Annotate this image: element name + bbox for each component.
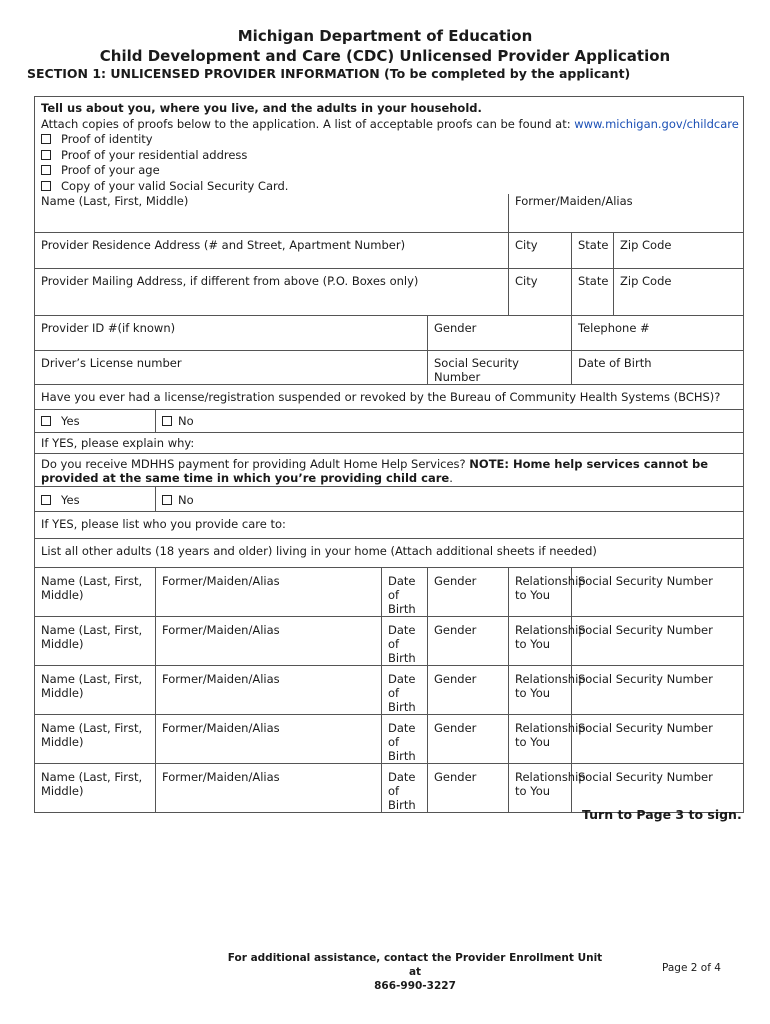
adult-5-relationship-label: Relationship to You [515,769,586,798]
adult-1-ssn-field[interactable] [572,567,744,616]
proof-address-item [41,148,737,164]
proof-age-item [41,163,737,179]
adults-heading-text: List all other adults (18 years and older) living in your home (Attach additional sheets if needed) [41,543,597,558]
adult-2-ssn-label: Social Security Number [578,622,713,637]
license-explain-label: If YES, please explain why: [41,435,195,450]
adult-1-dob-label: Date of Birth [388,573,416,616]
adult-3-relationship-field[interactable] [509,665,586,714]
assistance-phone: 866-990-3227 [374,980,456,992]
provider-gender-label: Gender [434,320,477,335]
adult-3-name-label: Name (Last, First, Middle) [41,671,143,700]
provider-former-name-label: Former/Maiden/Alias [515,194,633,208]
provider-id-field[interactable] [35,315,428,350]
adult-2-former-label: Former/Maiden/Alias [162,622,280,637]
adults-heading [35,538,744,567]
residence-state-field[interactable] [572,232,614,268]
adult-3-former-field[interactable] [156,665,382,714]
adult-3-name-field[interactable] [35,665,156,714]
adult-4-former-field[interactable] [156,714,382,763]
adult-2-gender-field[interactable] [428,616,509,665]
adult-1-gender-label: Gender [434,573,477,588]
adult-4-relationship-field[interactable] [509,714,586,763]
adult-5-ssn-field[interactable] [572,763,744,812]
checkbox-mdhhs-yes[interactable] [41,495,51,505]
mailing-city-field[interactable] [509,268,572,315]
adult-3-relationship-label: Relationship to You [515,671,586,700]
provider-id-label: Provider ID #(if known) [41,320,176,335]
adult-1-gender-field[interactable] [428,567,509,616]
mdhhs-no-option[interactable] [156,486,744,511]
adult-4-name-field[interactable] [35,714,156,763]
mailing-state-label: State [578,273,609,288]
adult-4-ssn-field[interactable] [572,714,744,763]
provider-telephone-field[interactable] [572,315,744,350]
adult-5-relationship-field[interactable] [509,763,586,812]
license-yes-option[interactable] [35,409,156,432]
proof-ssn-card-item [41,179,737,195]
residence-city-label: City [515,237,538,252]
adult-5-ssn-label: Social Security Number [578,769,713,784]
provider-dob-field[interactable] [572,350,744,384]
proof-age-label: Proof of your age [61,163,160,177]
adult-5-dob-label: Date of Birth [388,769,416,812]
residence-zip-field[interactable] [614,232,744,268]
adult-3-dob-field[interactable] [382,665,428,714]
checkbox-proof-ssn-card[interactable] [41,181,51,191]
adult-2-former-field[interactable] [156,616,382,665]
mailing-address-field[interactable] [35,268,509,315]
adult-3-ssn-field[interactable] [572,665,744,714]
section-heading: SECTION 1: UNLICENSED PROVIDER INFORMATION (To be completed by the applicant) [27,66,631,81]
license-no-option[interactable] [156,409,744,432]
adult-4-ssn-label: Social Security Number [578,720,713,735]
childcare-link[interactable]: www.michigan.gov/childcare [574,116,739,131]
adult-4-gender-field[interactable] [428,714,509,763]
adult-4-dob-field[interactable] [382,714,428,763]
adult-2-relationship-field[interactable] [509,616,586,665]
provider-gender-field[interactable] [428,315,572,350]
mdhhs-question-text: Do you receive MDHHS payment for providing Adult Home Help Services? [41,456,470,471]
proof-identity-label: Proof of identity [61,132,153,146]
provider-name-label: Name (Last, First, Middle) [41,194,189,208]
provider-former-name-field[interactable] [509,194,744,232]
license-question-text: Have you ever had a license/registration suspended or revoked by the Bureau of Community Health Systems (BCHS)? [41,389,721,404]
adult-1-ssn-label: Social Security Number [578,573,713,588]
page-header [0,26,770,66]
adult-5-gender-label: Gender [434,769,477,784]
drivers-license-field[interactable] [35,350,428,384]
provider-form-table [34,96,744,813]
mdhhs-question [35,453,744,486]
adult-5-name-label: Name (Last, First, Middle) [41,769,143,798]
mdhhs-yes-label: Yes [61,492,80,507]
adult-5-dob-field[interactable] [382,763,428,812]
proof-address-label: Proof of your residential address [61,147,248,162]
adult-4-relationship-label: Relationship to You [515,720,586,749]
adult-3-ssn-label: Social Security Number [578,671,713,686]
adult-3-gender-field[interactable] [428,665,509,714]
adult-1-former-field[interactable] [156,567,382,616]
adult-row [35,665,744,714]
adult-row [35,567,744,616]
care-recipients-field[interactable] [35,511,744,538]
provider-ssn-label: Social Security Number [434,355,519,384]
attach-instructions [41,117,737,133]
residence-state-label: State [578,237,609,252]
turn-page-note: Turn to Page 3 to sign. [582,807,742,822]
license-yes-label: Yes [61,413,80,428]
mailing-zip-field[interactable] [614,268,744,315]
adult-1-name-field[interactable] [35,567,156,616]
adult-2-gender-label: Gender [434,622,477,637]
adult-3-dob-label: Date of Birth [388,671,416,714]
adult-4-gender-label: Gender [434,720,477,735]
checkbox-proof-age[interactable] [41,165,51,175]
assistance-note [220,951,610,993]
adult-2-dob-field[interactable] [382,616,428,665]
adult-2-name-field[interactable] [35,616,156,665]
provider-dob-label: Date of Birth [578,355,652,370]
adult-4-former-label: Former/Maiden/Alias [162,720,280,735]
page-number: Page 2 of 4 [662,962,721,974]
mdhhs-note: NOTE: Home help services cannot be provided at the same time in which you’re providing child care [41,456,709,485]
provider-ssn-field[interactable] [428,350,572,384]
checkbox-proof-identity[interactable] [41,134,51,144]
mailing-zip-label: Zip Code [620,273,672,288]
mdhhs-yes-option[interactable] [35,486,156,511]
adult-1-name-label: Name (Last, First, Middle) [41,573,143,602]
adult-1-dob-field[interactable] [382,567,428,616]
checkbox-proof-address[interactable] [41,150,51,160]
license-explain-field[interactable] [35,432,744,453]
mailing-city-label: City [515,273,538,288]
mailing-state-field[interactable] [572,268,614,315]
mdhhs-period: . [449,470,453,485]
checkbox-mdhhs-no[interactable] [162,495,172,505]
adult-3-gender-label: Gender [434,671,477,686]
license-no-label: No [178,413,194,428]
adult-row [35,714,744,763]
drivers-license-label: Driver’s License number [41,355,182,370]
residence-zip-label: Zip Code [620,237,672,252]
adult-5-former-field[interactable] [156,763,382,812]
adult-2-ssn-field[interactable] [572,616,744,665]
proof-ssn-card-label: Copy of your valid Social Security Card. [61,178,289,193]
adult-1-relationship-field[interactable] [509,567,586,616]
form-title: Child Development and Care (CDC) Unlicensed Provider Application [99,47,671,65]
provider-name-field[interactable] [35,194,509,232]
checkbox-license-no[interactable] [162,416,172,426]
assistance-text: For additional assistance, contact the Provider Enrollment Unit at [227,952,603,978]
intro-section [35,97,744,195]
adult-5-name-field[interactable] [35,763,156,812]
proof-identity-item [41,132,737,148]
adult-3-former-label: Former/Maiden/Alias [162,671,280,686]
adult-5-gender-field[interactable] [428,763,509,812]
adult-5-former-label: Former/Maiden/Alias [162,769,280,784]
residence-address-label: Provider Residence Address (# and Street, Apartment Number) [41,237,406,252]
adult-4-dob-label: Date of Birth [388,720,416,763]
checkbox-license-yes[interactable] [41,416,51,426]
adult-2-name-label: Name (Last, First, Middle) [41,622,143,651]
adult-2-dob-label: Date of Birth [388,622,416,665]
adult-4-name-label: Name (Last, First, Middle) [41,720,143,749]
adult-row [35,616,744,665]
mailing-address-label: Provider Mailing Address, if different from above (P.O. Boxes only) [41,273,419,288]
license-question [35,384,744,409]
adult-1-former-label: Former/Maiden/Alias [162,573,280,588]
page-title: Michigan Department of Education [237,27,533,45]
residence-address-field[interactable] [35,232,509,268]
adult-row [35,763,744,812]
adult-2-relationship-label: Relationship to You [515,622,586,651]
care-recipients-label: If YES, please list who you provide care to: [41,516,286,531]
intro-heading: Tell us about you, where you live, and the adults in your household. [41,101,482,115]
adult-1-relationship-label: Relationship to You [515,573,586,602]
attach-text: Attach copies of proofs below to the application. A list of acceptable proofs can be found at: [41,116,575,131]
provider-telephone-label: Telephone # [578,320,650,335]
residence-city-field[interactable] [509,232,572,268]
mdhhs-no-label: No [178,492,194,507]
